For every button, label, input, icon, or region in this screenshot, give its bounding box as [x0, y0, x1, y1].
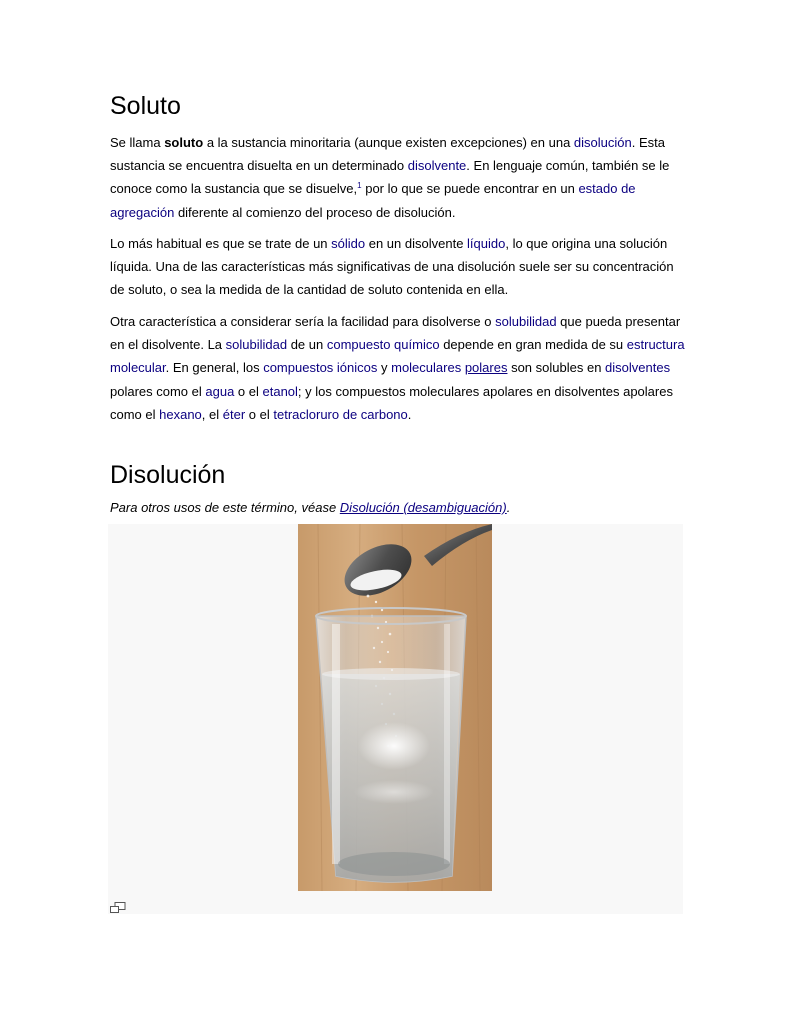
magnify-icon[interactable] — [110, 901, 126, 913]
link-eter[interactable]: éter — [222, 406, 246, 422]
term-soluto: soluto — [164, 135, 204, 150]
link-estado-de-agregacion[interactable]: estado de agregación — [110, 181, 636, 220]
dissolution-photo[interactable] — [298, 524, 492, 891]
link-tetracloruro-de-carbono[interactable]: tetracloruro de carbono — [273, 406, 408, 422]
link-etanol[interactable]: etanol — [262, 383, 298, 399]
link-estructura-molecular[interactable]: estructura molecular — [110, 337, 685, 376]
link-disolventes[interactable]: disolventes — [605, 360, 671, 376]
link-compuestos-ionicos[interactable]: compuestos iónicos — [263, 360, 378, 376]
link-solubilidad[interactable]: solubilidad — [495, 314, 557, 329]
link-disolucion-desambiguacion[interactable]: Disolución (desambiguación) — [339, 500, 507, 515]
link-hexano[interactable]: hexano — [159, 406, 202, 422]
reference-1[interactable]: 1 — [357, 181, 362, 191]
link-solido[interactable]: sólido — [331, 236, 366, 251]
paragraph-soluto-definition: Se llama soluto a la sustancia minoritaria (aunque existen excepciones) en una disolución. Esta sustancia se encuentra disuelta en un determinado disolvente. En lenguaje común, también se le conoce como la sustancia que se disuelve,$^1$ por lo que se puede encontrar en un estado de agregación diferente al comienzo del proceso de disolución. — [110, 135, 670, 220]
disambiguation-note: Para otros usos de este término, véase Disolución (desambiguación). — [110, 500, 511, 515]
link-compuesto-quimico[interactable]: compuesto químico — [326, 337, 440, 353]
section-title-disolucion: Disolución — [110, 461, 226, 489]
link-moleculares[interactable]: moleculares — [391, 360, 462, 376]
link-disolucion[interactable]: disolución — [573, 135, 632, 150]
link-polares[interactable]: polares — [464, 360, 508, 376]
link-solubilidad-2[interactable]: solubilidad — [225, 337, 288, 353]
paragraph-soluto-habitual: Lo más habitual es que se trate de un sólido en un disolvente líquido, lo que origina una solución líquida. Una de las características más significativas de una disolución suele ser su concentración de soluto, o sea la medida de la cantidad de soluto contenida en ella. — [110, 236, 674, 298]
link-liquido[interactable]: líquido — [467, 236, 506, 251]
paragraph-soluto-solubilidad: Otra característica a considerar sería la facilidad para disolverse o solubilidad que pueda presentar en el disolvente. La solubilidad de un compuesto químico depende en gran medida de su estructura molecular. En general, los compuestos iónicos y moleculares polares son solubles en disolventes polares como el agua o el etanol; y los compuestos moleculares apolares en disolventes apolares como el hexano, el éter o el tetracloruro de carbono. — [110, 314, 685, 422]
section-title-soluto: Soluto — [110, 92, 181, 120]
link-disolvente[interactable]: disolvente — [407, 158, 467, 174]
link-agua[interactable]: agua — [205, 383, 235, 399]
